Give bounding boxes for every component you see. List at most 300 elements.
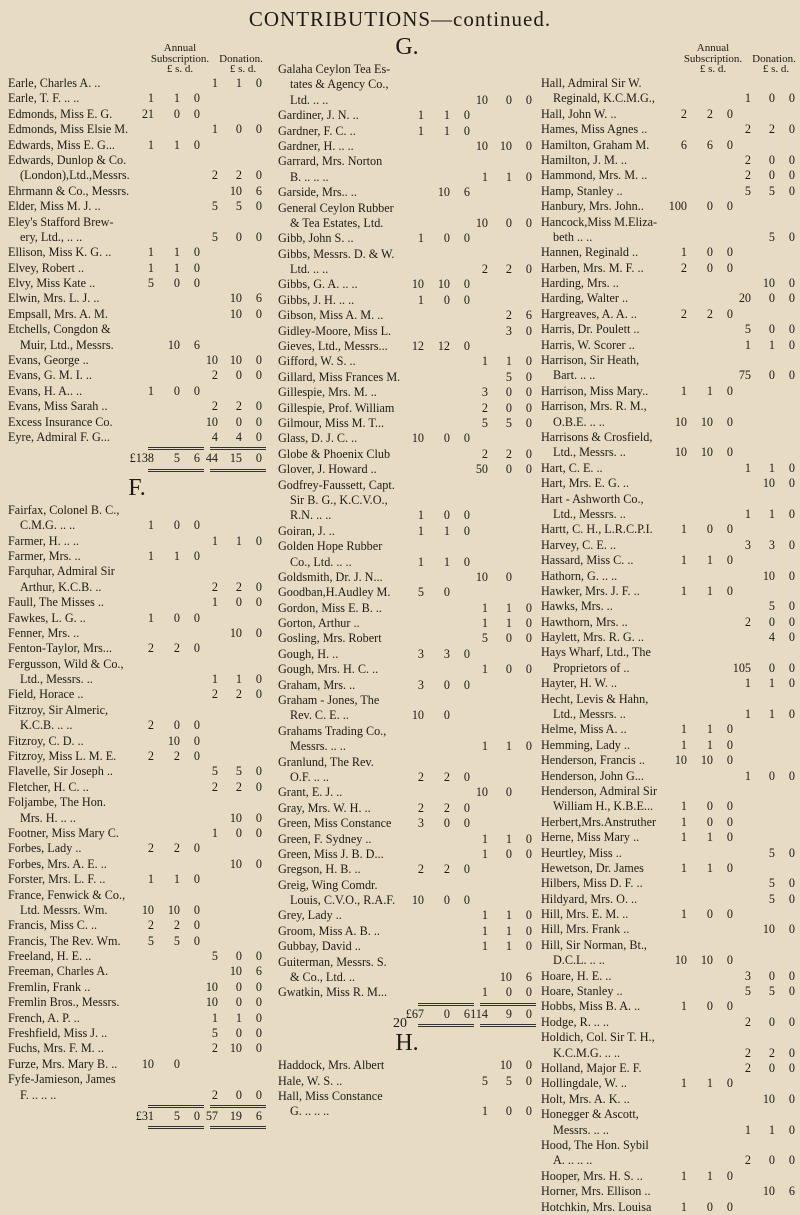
donation-pounds: 2 bbox=[481, 446, 488, 461]
subscription-pounds: 10 bbox=[141, 902, 154, 917]
contributor-row bbox=[278, 785, 536, 800]
subscription-pounds: 1 bbox=[680, 737, 687, 752]
donation-shillings: 0 bbox=[235, 1026, 242, 1041]
contributor-name: Goiran, J. .. bbox=[278, 523, 335, 538]
contributor-name: Gough, H. .. bbox=[278, 646, 339, 661]
donation-pounds: 5 bbox=[744, 183, 751, 198]
subscription-pence: 0 bbox=[726, 583, 733, 598]
subscription-shillings: 1 bbox=[706, 722, 713, 737]
contributor-row bbox=[8, 749, 266, 764]
subscription-shillings: 10 bbox=[167, 733, 180, 748]
donation-pence: 0 bbox=[525, 354, 532, 369]
contributor-name: Hill, Mrs. Frank .. bbox=[541, 922, 630, 937]
donation-shillings: 3 bbox=[768, 537, 775, 552]
contributor-row bbox=[278, 1089, 536, 1104]
contributor-name: Bart. .. .. bbox=[553, 368, 596, 383]
contributor-row bbox=[278, 878, 536, 893]
donation-pounds: 1 bbox=[481, 354, 488, 369]
donation-pounds: 3 bbox=[744, 537, 751, 552]
donation-pence: 0 bbox=[525, 662, 532, 677]
donation-pence: 0 bbox=[255, 353, 262, 368]
subscription-pence: 0 bbox=[726, 814, 733, 829]
contributor-row bbox=[541, 1184, 799, 1199]
contributor-name: Hart - Ashworth Co., bbox=[541, 491, 644, 506]
subscription-pounds: 10 bbox=[674, 414, 687, 429]
subscription-pounds: 100 bbox=[668, 199, 687, 214]
contributor-name: Hilbers, Miss D. F. .. bbox=[541, 876, 643, 891]
donation-pence: 0 bbox=[255, 368, 262, 383]
contributor-row bbox=[278, 293, 536, 308]
donation-shillings: 1 bbox=[505, 169, 512, 184]
subscription-shillings: 5 bbox=[173, 451, 180, 466]
contributor-name: Hawthorn, Mrs. .. bbox=[541, 614, 628, 629]
donation-pence: 0 bbox=[788, 168, 795, 183]
subscription-shillings: 1 bbox=[706, 737, 713, 752]
donation-shillings: 0 bbox=[505, 662, 512, 677]
donation-pence: 0 bbox=[525, 846, 532, 861]
subscription-shillings: 1 bbox=[706, 860, 713, 875]
subscription-shillings: 10 bbox=[167, 902, 180, 917]
donation-shillings: 4 bbox=[768, 630, 775, 645]
donation-shillings: 5 bbox=[768, 845, 775, 860]
contributor-row bbox=[541, 76, 799, 91]
subscription-pence: 0 bbox=[193, 91, 200, 106]
contributor-row bbox=[278, 1058, 536, 1073]
donation-pounds: 1 bbox=[744, 506, 751, 521]
donation-shillings: 10 bbox=[229, 1041, 242, 1056]
donation-pence: 0 bbox=[788, 768, 795, 783]
donation-pounds: 5 bbox=[744, 984, 751, 999]
donation-pence: 0 bbox=[255, 414, 262, 429]
contributor-row bbox=[8, 811, 266, 826]
subscription-pence: 6 bbox=[463, 185, 470, 200]
donation-pounds: 20 bbox=[738, 291, 751, 306]
donation-pence: 0 bbox=[525, 323, 532, 338]
donation-pence: 0 bbox=[525, 631, 532, 646]
contributor-name: Elwin, Mrs. L. J. .. bbox=[8, 291, 100, 306]
contributor-row bbox=[541, 492, 799, 507]
donation-pence: 0 bbox=[255, 672, 262, 687]
donation-pence: 0 bbox=[788, 968, 795, 983]
contributor-row bbox=[541, 984, 799, 999]
subscription-pounds: 3 bbox=[417, 816, 424, 831]
subscription-shillings: 1 bbox=[706, 583, 713, 598]
donation-shillings: 10 bbox=[762, 476, 775, 491]
contributor-name: Fletcher, H. C. .. bbox=[8, 779, 89, 794]
donation-shillings: 0 bbox=[235, 995, 242, 1010]
contributor-row bbox=[8, 872, 266, 887]
contributor-name: Proprietors of .. bbox=[553, 660, 630, 675]
contributor-row bbox=[278, 555, 536, 570]
donation-pounds: 1 bbox=[481, 846, 488, 861]
donation-pence: 0 bbox=[525, 92, 532, 107]
subscription-shillings: 0 bbox=[706, 522, 713, 537]
subscription-shillings: 1 bbox=[173, 260, 180, 275]
contributor-row bbox=[8, 841, 266, 856]
donation-pence: 0 bbox=[788, 291, 795, 306]
contributor-row bbox=[8, 580, 266, 595]
contributor-name: Elvy, Miss Kate .. bbox=[8, 276, 96, 291]
donation-pence: 0 bbox=[255, 949, 262, 964]
subscription-shillings: 10 bbox=[700, 414, 713, 429]
subscription-pence: 0 bbox=[463, 646, 470, 661]
contributor-name: Horner, Mrs. Ellison .. bbox=[541, 1184, 651, 1199]
contributor-name: Ehrmann & Co., Messrs. bbox=[8, 183, 130, 198]
subscription-shillings: 0 bbox=[706, 999, 713, 1014]
contributor-row bbox=[8, 76, 266, 91]
donation-pounds: 5 bbox=[211, 949, 218, 964]
contributor-row bbox=[541, 522, 799, 537]
contributor-row bbox=[541, 784, 799, 799]
contributor-name: A. .. .. .. bbox=[553, 1153, 593, 1168]
donation-pounds: 2 bbox=[211, 779, 218, 794]
column-total bbox=[8, 451, 266, 466]
subscription-pounds: 5 bbox=[147, 276, 154, 291]
donation-pence: 0 bbox=[255, 1010, 262, 1025]
subscription-pounds: 1 bbox=[680, 1199, 687, 1214]
donation-shillings: 0 bbox=[505, 92, 512, 107]
donation-pounds: 5 bbox=[211, 199, 218, 214]
subscription-pounds: 1 bbox=[417, 123, 424, 138]
donation-pence: 0 bbox=[525, 739, 532, 754]
subscription-pounds: 1 bbox=[147, 383, 154, 398]
contributor-name: Hancock,Miss M.Eliza- bbox=[541, 214, 658, 229]
contributor-row bbox=[278, 370, 536, 385]
donation-shillings: 0 bbox=[768, 1153, 775, 1168]
contributor-row bbox=[278, 339, 536, 354]
contributor-row bbox=[278, 924, 536, 939]
contributor-row bbox=[8, 595, 266, 610]
contributor-row bbox=[278, 985, 536, 1000]
subscription-pence: 6 bbox=[193, 337, 200, 352]
donation-shillings: 2 bbox=[505, 308, 512, 323]
contributor-name: France, Fenwick & Co., bbox=[8, 887, 126, 902]
contributor-name: Guiterman, Messrs. S. bbox=[278, 954, 387, 969]
contributor-name: Edwards, Dunlop & Co. bbox=[8, 152, 127, 167]
contributor-row bbox=[541, 892, 799, 907]
subscription-pence: 0 bbox=[463, 862, 470, 877]
contributor-name: Holdich, Col. Sir T. H., bbox=[541, 1030, 655, 1045]
subscription-shillings: 1 bbox=[443, 554, 450, 569]
contributor-row bbox=[278, 385, 536, 400]
contributor-row bbox=[8, 276, 266, 291]
contributor-name: Green, Miss Constance bbox=[278, 816, 392, 831]
contributor-name: Green, Miss J. B. D... bbox=[278, 846, 384, 861]
currency-label-subscription: £ s. d. bbox=[699, 63, 727, 75]
rule-donation bbox=[210, 1126, 266, 1129]
subscription-shillings: 2 bbox=[173, 918, 180, 933]
subscription-pounds: 2 bbox=[147, 641, 154, 656]
subscription-pence: 0 bbox=[463, 816, 470, 831]
donation-shillings: 1 bbox=[505, 354, 512, 369]
donation-pence: 6 bbox=[255, 183, 262, 198]
donation-pounds: 75 bbox=[738, 368, 751, 383]
donation-shillings: 10 bbox=[762, 922, 775, 937]
contributor-name: Hartt, C. H., L.R.C.P.I. bbox=[541, 522, 653, 537]
donation-shillings: 10 bbox=[229, 964, 242, 979]
contributor-row bbox=[541, 553, 799, 568]
contributor-row bbox=[8, 518, 266, 533]
contributor-name: Francis, The Rev. Wm. bbox=[8, 933, 121, 948]
contributor-name: Hollingdale, W. .. bbox=[541, 1076, 627, 1091]
subscription-label: Subscription. bbox=[683, 53, 743, 65]
subscription-shillings: 0 bbox=[443, 816, 450, 831]
contributor-name: beth .. .. bbox=[553, 229, 593, 244]
subscription-pounds: 10 bbox=[411, 277, 424, 292]
donation-pounds: 5 bbox=[211, 764, 218, 779]
contributor-row bbox=[278, 893, 536, 908]
subscription-shillings: 1 bbox=[443, 523, 450, 538]
subscription-pence: 0 bbox=[193, 841, 200, 856]
contributor-name: Heurtley, Miss .. bbox=[541, 845, 622, 860]
subscription-pence: 0 bbox=[726, 1168, 733, 1183]
donation-pounds: 1 bbox=[211, 672, 218, 687]
contributor-name: Farmer, H. .. .. bbox=[8, 533, 79, 548]
contributor-row bbox=[278, 816, 536, 831]
donation-pounds: 2 bbox=[481, 400, 488, 415]
contributor-name: Groom, Miss A. B. .. bbox=[278, 923, 380, 938]
subscription-shillings: 1 bbox=[173, 245, 180, 260]
contributor-row bbox=[541, 1061, 799, 1076]
column-2 bbox=[278, 32, 536, 1120]
subscription-pence: 0 bbox=[726, 522, 733, 537]
donation-pence: 0 bbox=[525, 262, 532, 277]
donation-shillings: 0 bbox=[768, 660, 775, 675]
contributor-row bbox=[278, 939, 536, 954]
subscription-pounds: 1 bbox=[680, 1168, 687, 1183]
subscription-pounds: 1 bbox=[680, 814, 687, 829]
subscription-pounds: 1 bbox=[147, 548, 154, 563]
contributor-row bbox=[278, 324, 536, 339]
contributor-name: Hill, Sir Norman, Bt., bbox=[541, 937, 647, 952]
donation-pence: 0 bbox=[788, 1091, 795, 1106]
contributor-row bbox=[278, 601, 536, 616]
subscription-pence: 0 bbox=[193, 260, 200, 275]
donation-pence: 0 bbox=[525, 600, 532, 615]
subscription-pounds: 1 bbox=[680, 722, 687, 737]
donation-shillings: 0 bbox=[768, 368, 775, 383]
contributor-name: Golden Hope Rubber bbox=[278, 539, 383, 554]
subscription-pounds: 3 bbox=[417, 677, 424, 692]
donation-pence: 6 bbox=[255, 1109, 262, 1123]
donation-shillings: 0 bbox=[235, 1087, 242, 1102]
subscription-pounds: 2 bbox=[147, 749, 154, 764]
subscription-pounds: 1 bbox=[417, 292, 424, 307]
contributor-name: Flavelle, Sir Joseph .. bbox=[8, 764, 113, 779]
donation-pence: 0 bbox=[788, 122, 795, 137]
contributor-row bbox=[541, 368, 799, 383]
contributor-row bbox=[278, 847, 536, 862]
contributor-row bbox=[278, 231, 536, 246]
donation-pence: 0 bbox=[525, 138, 532, 153]
contributor-row bbox=[8, 949, 266, 964]
contributor-row bbox=[278, 739, 536, 754]
contributor-name: Hooper, Mrs. H. S. .. bbox=[541, 1168, 643, 1183]
double-rule bbox=[8, 1124, 266, 1130]
contributor-name: Hargreaves, A. A. .. bbox=[541, 306, 637, 321]
column-3 bbox=[541, 32, 799, 1215]
donation-shillings: 5 bbox=[768, 876, 775, 891]
subscription-pence: 0 bbox=[726, 106, 733, 121]
contributor-name: ery, Ltd., .. .. bbox=[20, 229, 83, 244]
contributor-name: Farmer, Mrs. .. bbox=[8, 548, 81, 563]
donation-shillings: 2 bbox=[768, 122, 775, 137]
donation-pence: 0 bbox=[255, 76, 262, 90]
subscription-pence: 0 bbox=[463, 508, 470, 523]
contributor-name: Graham - Jones, The bbox=[278, 693, 380, 708]
subscription-pounds: 1 bbox=[147, 518, 154, 533]
contributor-row bbox=[8, 168, 266, 183]
donation-pounds: 1 bbox=[744, 460, 751, 475]
donation-pence: 0 bbox=[255, 625, 262, 640]
contributor-row bbox=[541, 291, 799, 306]
contributor-name: & Co., Ltd. .. bbox=[290, 970, 356, 985]
contributor-name: Gieves, Ltd., Messrs... bbox=[278, 339, 388, 354]
contributor-row bbox=[278, 62, 536, 77]
contributor-row bbox=[278, 970, 536, 985]
column-header bbox=[541, 32, 799, 76]
section-letter-text: G. bbox=[395, 34, 419, 60]
subscription-shillings: 0 bbox=[706, 245, 713, 260]
contributor-name: Haylett, Mrs. R. G. .. bbox=[541, 630, 644, 645]
donation-shillings: 1 bbox=[768, 707, 775, 722]
contributor-name: Fitzroy, C. D. .. bbox=[8, 733, 84, 748]
contributor-name: Ltd. Messrs. Wm. bbox=[20, 902, 108, 917]
contributor-name: Gubbay, David .. bbox=[278, 939, 361, 954]
contributor-row bbox=[541, 692, 799, 707]
contributor-name: Greig, Wing Comdr. bbox=[278, 877, 378, 892]
subscription-pence: 0 bbox=[193, 276, 200, 291]
subscription-shillings: 1 bbox=[706, 1076, 713, 1091]
contributor-name: Ltd., Messrs. .. bbox=[553, 445, 626, 460]
contributor-row bbox=[278, 724, 536, 739]
contributor-name: Hames, Miss Agnes .. bbox=[541, 122, 648, 137]
donation-shillings: 1 bbox=[768, 460, 775, 475]
contributor-name: Harrison, Mrs. R. M., bbox=[541, 399, 647, 414]
contributor-name: Freeland, H. E. .. bbox=[8, 949, 92, 964]
contributor-name: Freeman, Charles A. bbox=[8, 964, 109, 979]
contributor-row bbox=[8, 903, 266, 918]
subscription-pounds: £31 bbox=[135, 1109, 154, 1123]
subscription-shillings: 1 bbox=[706, 383, 713, 398]
contributor-name: Granlund, The Rev. bbox=[278, 754, 374, 769]
donation-pounds: 50 bbox=[475, 462, 488, 477]
contributor-name: Forbes, Mrs. A. E. .. bbox=[8, 856, 107, 871]
subscription-shillings: 5 bbox=[173, 1109, 180, 1123]
contributor-row bbox=[541, 738, 799, 753]
rule-donation bbox=[480, 1003, 536, 1006]
donation-pounds: 2 bbox=[744, 122, 751, 137]
contributor-name: Gardner, H. .. .. bbox=[278, 138, 354, 153]
donation-pounds: 4 bbox=[211, 429, 218, 444]
contributor-name: Gibbs, G. A. .. .. bbox=[278, 277, 358, 292]
contributor-name: Evans, G. M. I. .. bbox=[8, 368, 92, 383]
contributor-name: B. .. .. .. bbox=[290, 169, 329, 184]
contributor-name: Excess Insurance Co. bbox=[8, 414, 113, 429]
contributor-name: Harris, Dr. Poulett .. bbox=[541, 322, 640, 337]
subscription-pence: 0 bbox=[463, 431, 470, 446]
donation-pence: 0 bbox=[788, 91, 795, 106]
donation-pence: 0 bbox=[255, 595, 262, 610]
contributor-row bbox=[278, 154, 536, 169]
subscription-shillings: 0 bbox=[173, 106, 180, 121]
subscription-shillings: 0 bbox=[706, 260, 713, 275]
subscription-shillings: 0 bbox=[443, 893, 450, 908]
rule-subscription bbox=[148, 447, 204, 450]
donation-shillings: 0 bbox=[768, 1061, 775, 1075]
contributor-row bbox=[278, 170, 536, 185]
contributor-row bbox=[541, 199, 799, 214]
donation-pence: 0 bbox=[788, 368, 795, 383]
contributor-name: Globe & Phoenix Club bbox=[278, 446, 391, 461]
contributor-row bbox=[541, 1076, 799, 1091]
contributor-row bbox=[541, 338, 799, 353]
contributor-name: D.C.L. .. .. bbox=[553, 953, 605, 968]
contributor-row bbox=[541, 907, 799, 922]
donation-shillings: 1 bbox=[235, 1010, 242, 1025]
donation-label: Donation. bbox=[752, 53, 796, 65]
subscription-pounds: 1 bbox=[147, 245, 154, 260]
contributor-row bbox=[541, 1030, 799, 1045]
subscription-pence: 0 bbox=[726, 306, 733, 321]
donation-pence: 0 bbox=[788, 506, 795, 521]
donation-shillings: 10 bbox=[229, 856, 242, 871]
donation-pounds: 2 bbox=[211, 368, 218, 383]
subscription-pounds: 1 bbox=[680, 553, 687, 568]
donation-pounds: 1 bbox=[481, 985, 488, 1000]
subscription-pence: 6 bbox=[193, 451, 200, 466]
subscription-shillings: 2 bbox=[173, 749, 180, 764]
contributor-name: Hewetson, Dr. James bbox=[541, 860, 644, 875]
donation-pence: 0 bbox=[525, 385, 532, 400]
subscription-pounds: 1 bbox=[147, 872, 154, 887]
contributor-row bbox=[8, 564, 266, 579]
donation-shillings: 0 bbox=[235, 368, 242, 383]
donation-shillings: 2 bbox=[768, 1045, 775, 1060]
subscription-pence: 0 bbox=[193, 918, 200, 933]
donation-pence: 0 bbox=[788, 922, 795, 937]
contributor-row bbox=[8, 657, 266, 672]
donation-pence: 0 bbox=[255, 229, 262, 244]
contributor-row bbox=[8, 888, 266, 903]
donation-shillings: 0 bbox=[235, 595, 242, 610]
contributor-name: Hathorn, G. .. .. bbox=[541, 568, 618, 583]
donation-shillings: 1 bbox=[768, 337, 775, 352]
contributor-name: Fairfax, Colonel B. C., bbox=[8, 502, 120, 517]
contributor-row bbox=[8, 534, 266, 549]
contributor-row bbox=[8, 122, 266, 137]
subscription-shillings: 10 bbox=[437, 185, 450, 200]
contributor-name: Fremlin, Frank .. bbox=[8, 979, 91, 994]
contributor-row bbox=[8, 795, 266, 810]
subscription-pence: 0 bbox=[193, 933, 200, 948]
donation-shillings: 0 bbox=[768, 152, 775, 167]
subscription-shillings: 0 bbox=[173, 718, 180, 733]
contributor-name: Honegger & Ascott, bbox=[541, 1107, 639, 1122]
donation-pounds: 3 bbox=[481, 385, 488, 400]
contributor-row bbox=[8, 980, 266, 995]
donation-pounds: 1 bbox=[481, 169, 488, 184]
contributor-row bbox=[541, 322, 799, 337]
contributor-name: Hoare, Stanley .. bbox=[541, 984, 623, 999]
contributor-name: Hanbury, Mrs. John.. bbox=[541, 199, 644, 214]
contributor-row bbox=[8, 780, 266, 795]
donation-pounds: 1 bbox=[744, 676, 751, 691]
contributor-row bbox=[541, 861, 799, 876]
subscription-pounds: 10 bbox=[141, 1056, 154, 1071]
contributor-name: Gillespie, Mrs. M. .. bbox=[278, 385, 377, 400]
contributor-row bbox=[541, 830, 799, 845]
